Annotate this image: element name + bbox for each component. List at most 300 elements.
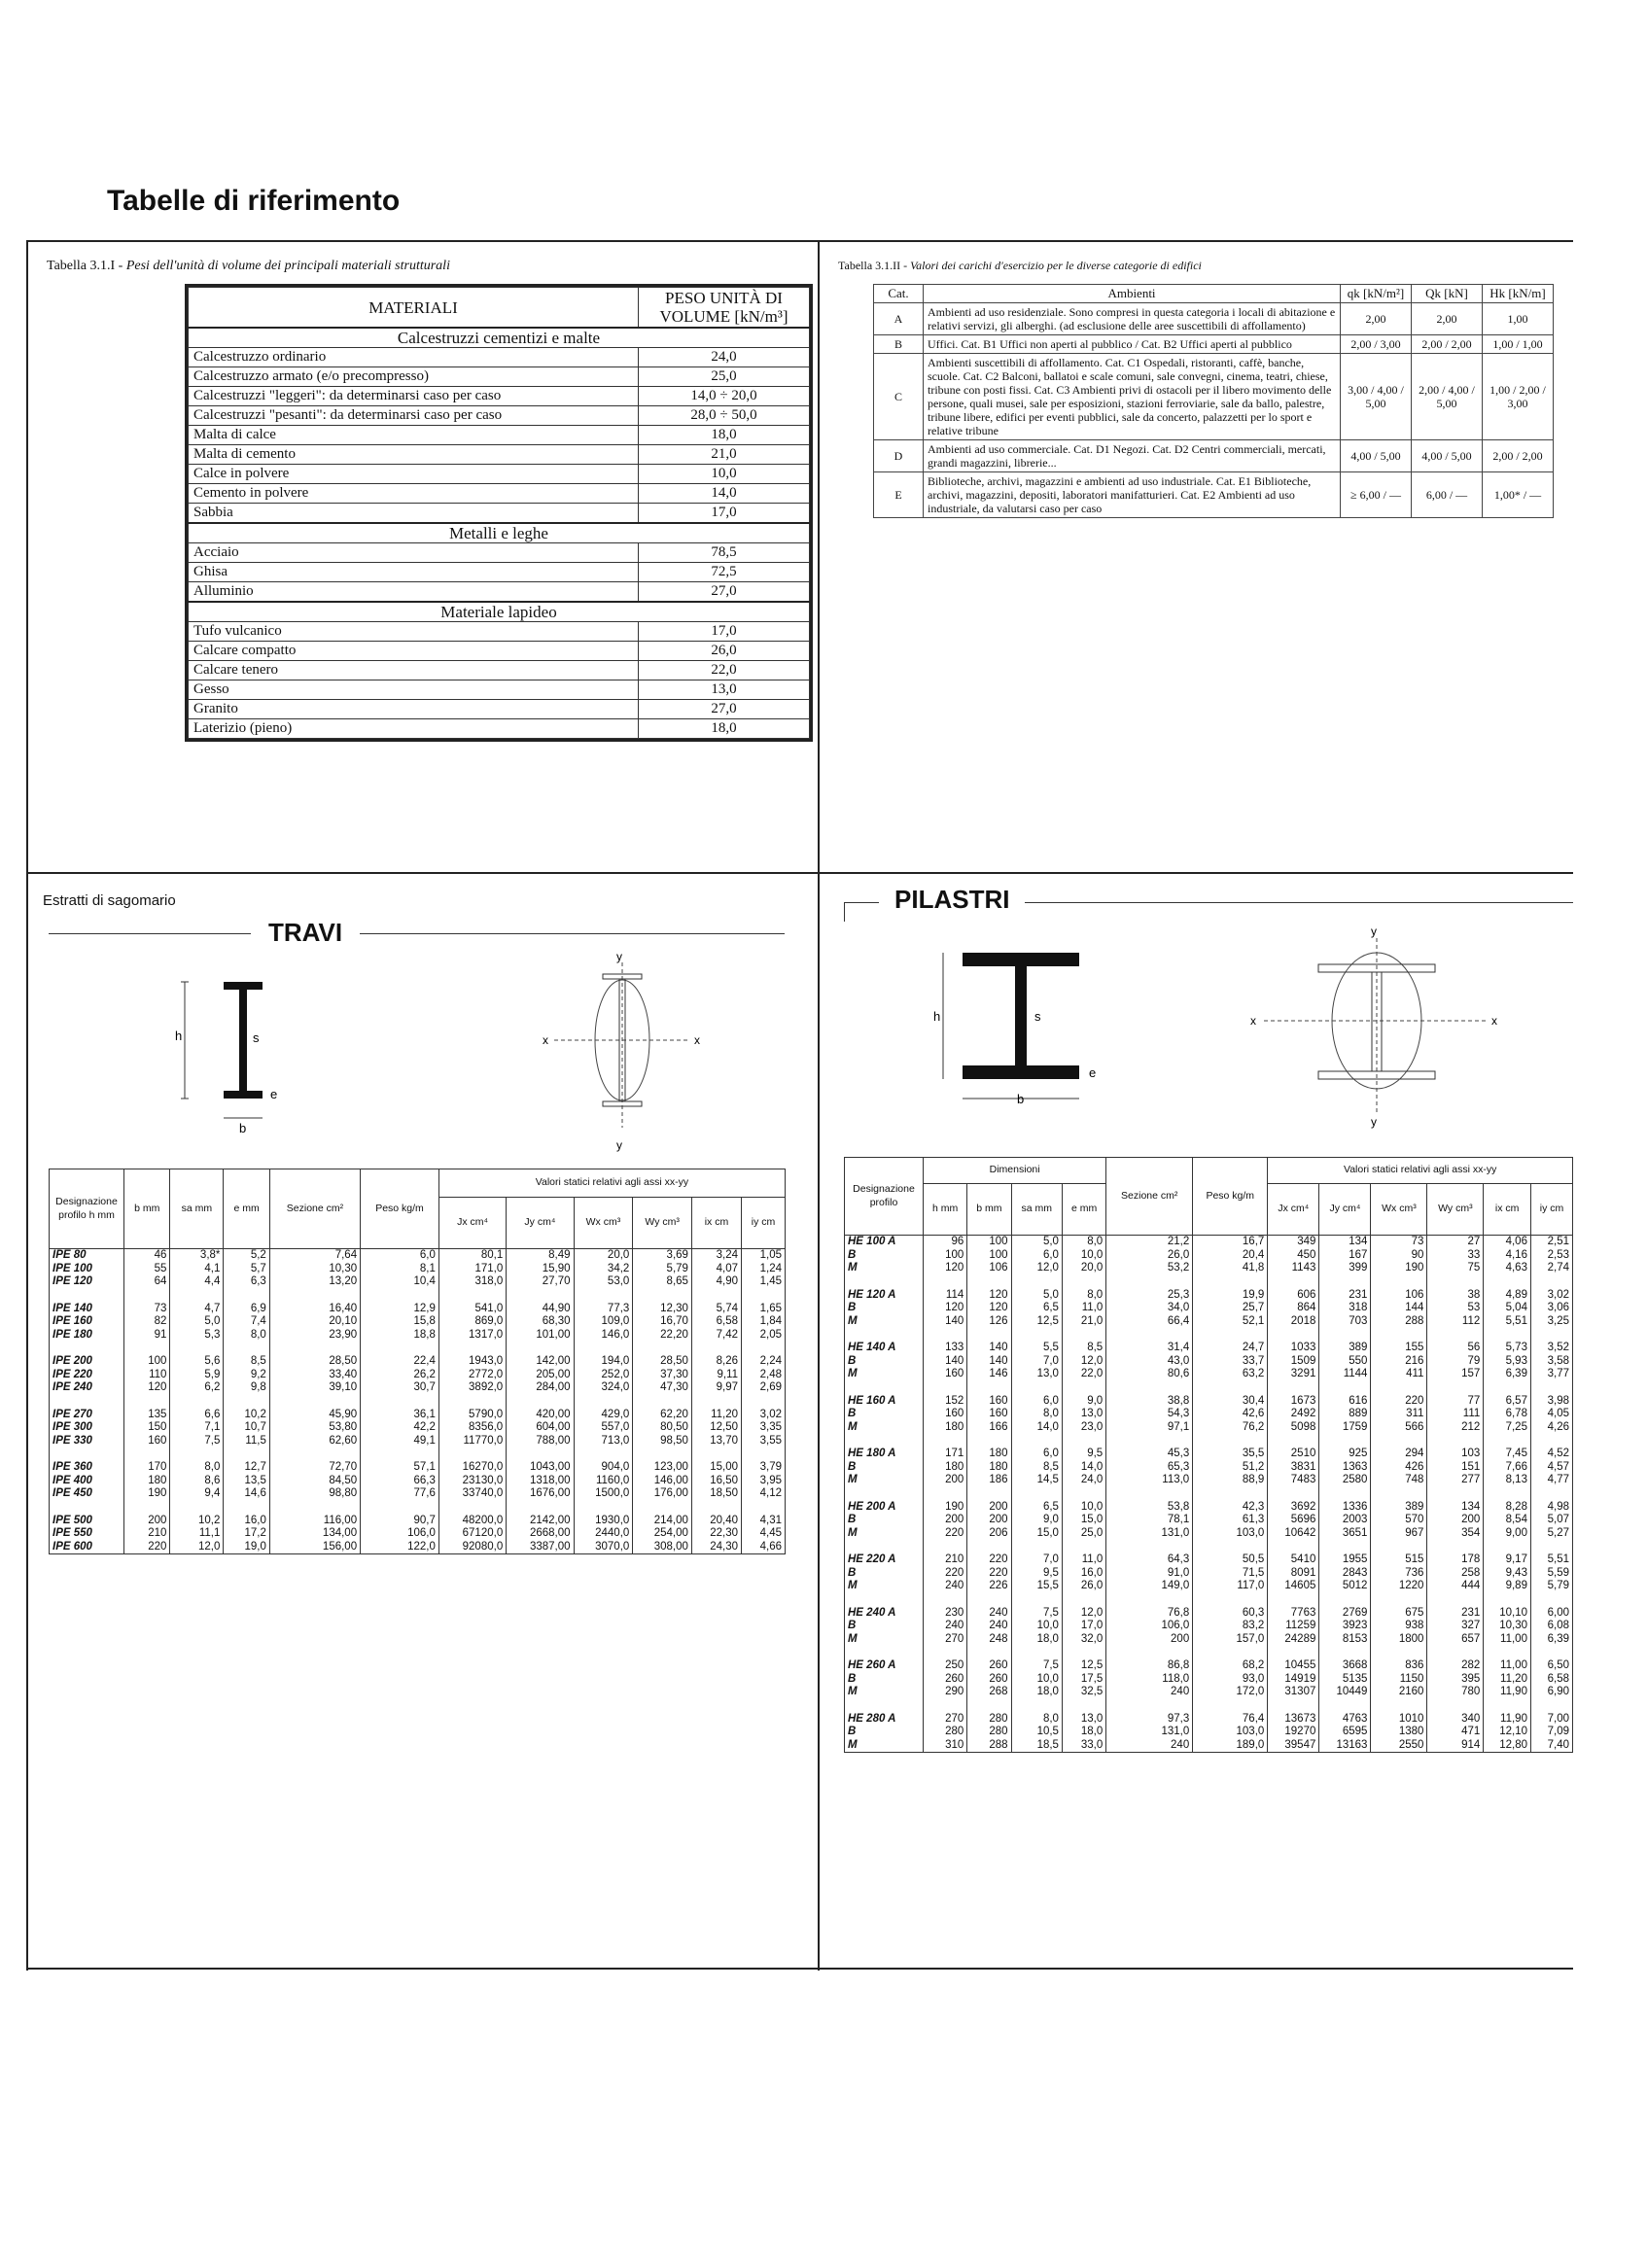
profile-value: 190 (1371, 1262, 1427, 1275)
profile-value: 186 (967, 1474, 1011, 1487)
material-weight: 27,0 (639, 700, 810, 719)
group-gap (845, 1593, 1573, 1607)
profile-value: 3,95 (742, 1475, 786, 1488)
profile-value: 9,11 (691, 1369, 741, 1382)
gap-cell (967, 1540, 1011, 1553)
profile-value: 869,0 (438, 1315, 506, 1329)
group-gap (845, 1381, 1573, 1395)
gap-cell (1371, 1646, 1427, 1659)
profile-value: 318 (1319, 1302, 1371, 1315)
travi-title: TRAVI (251, 918, 360, 948)
profile-value: 703 (1319, 1315, 1371, 1329)
p-h-Jy: Jy cm⁴ (1319, 1184, 1371, 1236)
profile-designation: IPE 600 (50, 1541, 124, 1554)
profile-value: 6,9 (224, 1303, 269, 1316)
profile-value: 18,0 (1062, 1726, 1105, 1739)
profile-value: 42,2 (361, 1421, 439, 1435)
profile-value: 606 (1268, 1289, 1319, 1303)
profile-value: 22,30 (691, 1527, 741, 1541)
gap-cell (1371, 1540, 1427, 1553)
pilastri-table-wrapper (844, 1157, 1573, 1753)
gap-cell (170, 1395, 224, 1409)
gap-cell (1268, 1540, 1319, 1553)
profile-value: 6,90 (1530, 1686, 1572, 1699)
he-diag-x-right: x (1491, 1014, 1497, 1028)
profile-value: 4,16 (1484, 1249, 1531, 1263)
profile-value: 11,20 (1484, 1673, 1531, 1687)
material-name: Granito (189, 700, 639, 719)
profile-value: 5410 (1268, 1553, 1319, 1567)
profile-value: 28,50 (269, 1355, 360, 1369)
profile-value: 4,07 (691, 1263, 741, 1276)
profile-value: 967 (1371, 1527, 1427, 1541)
profile-value: 9,5 (1062, 1448, 1105, 1461)
profile-value: 134 (1319, 1236, 1371, 1249)
table-row (845, 1448, 1573, 1461)
profile-designation: IPE 120 (50, 1275, 124, 1289)
profile-value: 120 (924, 1262, 967, 1275)
profile-value: 106,0 (361, 1527, 439, 1541)
profile-value: 25,3 (1106, 1289, 1193, 1303)
gap-cell (633, 1448, 692, 1461)
profile-value: 79 (1427, 1355, 1484, 1369)
table-row (845, 1355, 1573, 1369)
profile-value: 240 (967, 1620, 1011, 1633)
profile-value: 6,6 (170, 1409, 224, 1422)
gap-cell (1319, 1699, 1371, 1713)
profile-value: 190 (924, 1501, 967, 1515)
gap-cell (1106, 1275, 1193, 1289)
profile-value: 16,7 (1193, 1236, 1268, 1249)
material-name: Calcestruzzo armato (e/o precompresso) (189, 367, 639, 387)
profile-value: 17,5 (1062, 1673, 1105, 1687)
profile-value: 11,00 (1484, 1659, 1531, 1673)
load-Qk: 6,00 / — (1412, 472, 1483, 518)
profile-value: 53,8 (1106, 1501, 1193, 1515)
profile-value: 3387,00 (507, 1541, 574, 1554)
gap-cell (507, 1501, 574, 1515)
profile-value: 254,00 (633, 1527, 692, 1541)
profile-value: 268 (967, 1686, 1011, 1699)
material-weight: 18,0 (639, 426, 810, 445)
pilastri-frame-left (844, 902, 845, 922)
h-valori: Valori statici relativi agli assi xx-yy (438, 1169, 785, 1198)
profile-value: 190 (124, 1487, 170, 1501)
group-gap (845, 1540, 1573, 1553)
profile-designation: M (845, 1368, 924, 1381)
profile-value: 133 (924, 1342, 967, 1355)
material-weight: 72,5 (639, 563, 810, 582)
profile-value: 2003 (1319, 1514, 1371, 1527)
table-row (50, 1487, 786, 1501)
profile-value: 4,26 (1530, 1421, 1572, 1435)
profile-value: 12,80 (1484, 1739, 1531, 1753)
profile-value: 220 (924, 1527, 967, 1541)
profile-value: 420,00 (507, 1409, 574, 1422)
profile-value: 1800 (1371, 1633, 1427, 1647)
p-h-b: b mm (967, 1184, 1011, 1236)
diag-s: s (253, 1030, 260, 1045)
profile-value: 288 (967, 1739, 1011, 1753)
profile-value: 216 (1371, 1355, 1427, 1369)
profile-value: 4,63 (1484, 1262, 1531, 1275)
profile-value: 56 (1427, 1342, 1484, 1355)
material-weight: 25,0 (639, 367, 810, 387)
profile-value: 112 (1427, 1315, 1484, 1329)
gap-cell (742, 1501, 786, 1515)
page-title: Tabelle di riferimento (107, 185, 401, 217)
profile-designation: M (845, 1474, 924, 1487)
profile-value: 20,10 (269, 1315, 360, 1329)
profile-value: 6,58 (691, 1315, 741, 1329)
load-Qk: 4,00 / 5,00 (1412, 440, 1483, 472)
profile-designation: HE 220 A (845, 1553, 924, 1567)
profile-value: 91 (124, 1329, 170, 1343)
profile-value: 20,40 (691, 1515, 741, 1528)
load-qk: 2,00 / 3,00 (1341, 335, 1412, 354)
gap-cell (967, 1275, 1011, 1289)
profile-designation: HE 120 A (845, 1289, 924, 1303)
profile-value: 444 (1427, 1580, 1484, 1593)
profile-value: 8,0 (1011, 1713, 1062, 1727)
profile-value: 103,0 (1193, 1726, 1268, 1739)
profile-value: 4,90 (691, 1275, 741, 1289)
profile-value: 250 (924, 1659, 967, 1673)
table-31-wrapper (185, 284, 813, 742)
profile-value: 19,0 (224, 1541, 269, 1554)
profile-value: 220 (124, 1541, 170, 1554)
load-qk: 4,00 / 5,00 (1341, 440, 1412, 472)
profile-value: 7,40 (1530, 1739, 1572, 1753)
gap-cell (1062, 1328, 1105, 1342)
profile-value: 260 (967, 1673, 1011, 1687)
table-row (50, 1435, 786, 1448)
profile-value: 73 (1371, 1236, 1427, 1249)
table-row (189, 367, 810, 387)
profile-designation: IPE 80 (50, 1249, 124, 1263)
profile-value: 16,40 (269, 1303, 360, 1316)
profile-value: 5,2 (224, 1249, 269, 1263)
profile-designation: IPE 240 (50, 1381, 124, 1395)
profile-value: 12,30 (633, 1303, 692, 1316)
profile-value: 171,0 (438, 1263, 506, 1276)
profile-value: 1150 (1371, 1673, 1427, 1687)
profile-value: 1033 (1268, 1342, 1319, 1355)
profile-value: 8,0 (170, 1461, 224, 1475)
material-name: Gesso (189, 680, 639, 700)
profile-value: 210 (124, 1527, 170, 1541)
profile-value: 13,0 (1062, 1408, 1105, 1421)
profile-value: 91,0 (1106, 1567, 1193, 1581)
table-row (845, 1659, 1573, 1673)
profile-value: 6,5 (1011, 1501, 1062, 1515)
profile-value: 14,6 (224, 1487, 269, 1501)
table-row (845, 1408, 1573, 1421)
estratti-label: Estratti di sagomario (43, 892, 176, 909)
table-row (845, 1726, 1573, 1739)
material-weight: 26,0 (639, 642, 810, 661)
profile-value: 5,04 (1484, 1302, 1531, 1315)
table-row (845, 1302, 1573, 1315)
profile-value: 1318,00 (507, 1475, 574, 1488)
profile-value: 5,27 (1530, 1527, 1572, 1541)
profile-value: 28,50 (633, 1355, 692, 1369)
table-row (50, 1541, 786, 1554)
gap-cell (1193, 1381, 1268, 1395)
profile-value: 220 (924, 1567, 967, 1581)
profile-value: 33,40 (269, 1369, 360, 1382)
profile-value: 2843 (1319, 1567, 1371, 1581)
table-row (845, 1368, 1573, 1381)
profile-value: 616 (1319, 1395, 1371, 1409)
he-axes-icon (1264, 938, 1488, 1113)
gap-cell (1106, 1434, 1193, 1448)
profile-value: 106 (1371, 1289, 1427, 1303)
profile-value: 68,30 (507, 1315, 574, 1329)
profile-value: 23,90 (269, 1329, 360, 1343)
profile-value: 2,05 (742, 1329, 786, 1343)
profile-value: 1380 (1371, 1726, 1427, 1739)
profile-value: 9,5 (1011, 1567, 1062, 1581)
p-h-desig: Designazione profilo (845, 1158, 924, 1236)
profile-value: 9,0 (1062, 1395, 1105, 1409)
gap-cell (124, 1448, 170, 1461)
profile-value: 96 (924, 1236, 967, 1249)
gap-cell (845, 1593, 924, 1607)
profile-value: 904,0 (574, 1461, 633, 1475)
profile-value: 280 (967, 1726, 1011, 1739)
profile-value: 30,7 (361, 1381, 439, 1395)
profile-value: 31307 (1268, 1686, 1319, 1699)
profile-value: 14919 (1268, 1673, 1319, 1687)
gap-cell (1371, 1593, 1427, 1607)
gap-cell (507, 1342, 574, 1355)
profile-value: 10,0 (1011, 1620, 1062, 1633)
profile-value: 5790,0 (438, 1409, 506, 1422)
profile-value: 172,0 (1193, 1686, 1268, 1699)
profile-value: 103,0 (1193, 1527, 1268, 1541)
material-weight: 10,0 (639, 465, 810, 484)
gap-cell (1427, 1593, 1484, 1607)
profile-designation: B (845, 1302, 924, 1315)
table-32-caption (838, 259, 1202, 273)
profile-value: 157 (1427, 1368, 1484, 1381)
profile-value: 15,90 (507, 1263, 574, 1276)
profile-value: 27 (1427, 1236, 1484, 1249)
profile-value: 15,00 (691, 1461, 741, 1475)
group-gap (845, 1487, 1573, 1501)
profile-value: 49,1 (361, 1435, 439, 1448)
profile-value: 35,5 (1193, 1448, 1268, 1461)
gap-cell (845, 1487, 924, 1501)
profile-value: 12,7 (224, 1461, 269, 1475)
profile-value: 60,3 (1193, 1607, 1268, 1621)
profile-value: 13,0 (1062, 1713, 1105, 1727)
profile-value: 170 (124, 1461, 170, 1475)
profile-value: 5,79 (1530, 1580, 1572, 1593)
profile-value: 26,0 (1062, 1580, 1105, 1593)
profile-value: 22,20 (633, 1329, 692, 1343)
gap-cell (50, 1448, 124, 1461)
table-row (845, 1673, 1573, 1687)
frame-center (818, 240, 820, 1971)
profile-value: 2,53 (1530, 1249, 1572, 1263)
gap-cell (438, 1342, 506, 1355)
profile-value: 426 (1371, 1461, 1427, 1475)
profile-designation: B (845, 1567, 924, 1581)
gap-cell (224, 1342, 269, 1355)
profile-value: 15,0 (1011, 1527, 1062, 1541)
gap-cell (1268, 1381, 1319, 1395)
profile-value: 21,2 (1106, 1236, 1193, 1249)
profile-value: 21,0 (1062, 1315, 1105, 1329)
profile-value: 53 (1427, 1302, 1484, 1315)
profile-value: 15,0 (1062, 1514, 1105, 1527)
profile-value: 4,52 (1530, 1448, 1572, 1461)
profile-value: 100 (924, 1249, 967, 1263)
section-header (189, 523, 810, 543)
p-h-ix: ix cm (1484, 1184, 1531, 1236)
profile-value: 1,65 (742, 1303, 786, 1316)
profile-value: 11,20 (691, 1409, 741, 1422)
col-Qk: Qk [kN] (1412, 285, 1483, 303)
profile-value: 167 (1319, 1249, 1371, 1263)
profile-value: 240 (1106, 1739, 1193, 1753)
profile-designation: HE 200 A (845, 1501, 924, 1515)
gap-cell (361, 1289, 439, 1303)
profile-designation: M (845, 1580, 924, 1593)
gap-cell (1268, 1646, 1319, 1659)
profile-value: 5,93 (1484, 1355, 1531, 1369)
profile-value: 97,1 (1106, 1421, 1193, 1435)
profile-value: 450 (1268, 1249, 1319, 1263)
profile-value: 200 (1427, 1514, 1484, 1527)
profile-value: 3,02 (742, 1409, 786, 1422)
profile-value: 214,00 (633, 1515, 692, 1528)
p-h-e: e mm (1062, 1184, 1105, 1236)
profile-value: 45,3 (1106, 1448, 1193, 1461)
p-h-dim: Dimensioni (924, 1158, 1106, 1184)
profile-value: 10,0 (1011, 1673, 1062, 1687)
profile-value: 22,0 (1062, 1368, 1105, 1381)
profile-value: 2,48 (742, 1369, 786, 1382)
profile-value: 194,0 (574, 1355, 633, 1369)
h-Jx: Jx cm⁴ (438, 1198, 506, 1249)
profile-value: 3,58 (1530, 1355, 1572, 1369)
gap-cell (691, 1289, 741, 1303)
profile-value: 33 (1427, 1249, 1484, 1263)
gap-cell (845, 1540, 924, 1553)
profile-value: 71,5 (1193, 1567, 1268, 1581)
profile-value: 6595 (1319, 1726, 1371, 1739)
profile-value: 14,0 (1062, 1461, 1105, 1475)
profile-value: 160 (924, 1408, 967, 1421)
table-row (845, 1686, 1573, 1699)
profile-value: 7,4 (224, 1315, 269, 1329)
gap-cell (1530, 1275, 1572, 1289)
profile-value: 83,2 (1193, 1620, 1268, 1633)
gap-cell (633, 1395, 692, 1409)
material-weight: 14,0 (639, 484, 810, 504)
profile-value: 2510 (1268, 1448, 1319, 1461)
profile-value: 2018 (1268, 1315, 1319, 1329)
gap-cell (1427, 1487, 1484, 1501)
gap-cell (845, 1275, 924, 1289)
profile-value: 53,80 (269, 1421, 360, 1435)
table-row (189, 642, 810, 661)
table-row (874, 354, 1554, 440)
gap-cell (170, 1448, 224, 1461)
profile-value: 8153 (1319, 1633, 1371, 1647)
gap-cell (1106, 1381, 1193, 1395)
profile-value: 160 (967, 1408, 1011, 1421)
load-Hk: 2,00 / 2,00 (1483, 440, 1554, 472)
gap-cell (224, 1289, 269, 1303)
profile-value: 14605 (1268, 1580, 1319, 1593)
profile-designation: IPE 360 (50, 1461, 124, 1475)
profile-value: 150 (124, 1421, 170, 1435)
loads-table (873, 284, 1554, 518)
profile-value: 541,0 (438, 1303, 506, 1316)
profile-value: 7,1 (170, 1421, 224, 1435)
profile-designation: B (845, 1461, 924, 1475)
table-row (845, 1567, 1573, 1581)
profile-designation: B (845, 1514, 924, 1527)
profile-value: 657 (1427, 1633, 1484, 1647)
profile-value: 2769 (1319, 1607, 1371, 1621)
profile-value: 6,2 (170, 1381, 224, 1395)
col-cat: Cat. (874, 285, 924, 303)
profile-value: 399 (1319, 1262, 1371, 1275)
gap-cell (1011, 1434, 1062, 1448)
profile-value: 78,1 (1106, 1514, 1193, 1527)
profile-value: 1,45 (742, 1275, 786, 1289)
profile-value: 12,5 (1062, 1659, 1105, 1673)
material-name: Calce in polvere (189, 465, 639, 484)
group-gap (50, 1289, 786, 1303)
profile-value: 67120,0 (438, 1527, 506, 1541)
p-h-sa: sa mm (1011, 1184, 1062, 1236)
table-row (874, 472, 1554, 518)
gap-cell (845, 1699, 924, 1713)
profile-value: 64 (124, 1275, 170, 1289)
profile-value: 30,4 (1193, 1395, 1268, 1409)
profile-value: 280 (924, 1726, 967, 1739)
profile-value: 7,42 (691, 1329, 741, 1343)
table-row (874, 303, 1554, 335)
table-row (845, 1289, 1573, 1303)
gap-cell (924, 1434, 967, 1448)
table-row (189, 387, 810, 406)
profile-value: 4,1 (170, 1263, 224, 1276)
profile-value: 10,30 (269, 1263, 360, 1276)
profile-value: 9,2 (224, 1369, 269, 1382)
frame-left (26, 240, 28, 1971)
gap-cell (1530, 1540, 1572, 1553)
profile-value: 7,66 (1484, 1461, 1531, 1475)
gap-cell (1193, 1328, 1268, 1342)
table-32-wrapper (873, 284, 1554, 518)
profile-value: 123,00 (633, 1461, 692, 1475)
profile-value: 34,2 (574, 1263, 633, 1276)
profile-value: 5,51 (1530, 1553, 1572, 1567)
gap-cell (124, 1501, 170, 1515)
gap-cell (1427, 1434, 1484, 1448)
profile-designation: IPE 400 (50, 1475, 124, 1488)
profile-value: 925 (1319, 1448, 1371, 1461)
gap-cell (50, 1395, 124, 1409)
profile-value: 1160,0 (574, 1475, 633, 1488)
